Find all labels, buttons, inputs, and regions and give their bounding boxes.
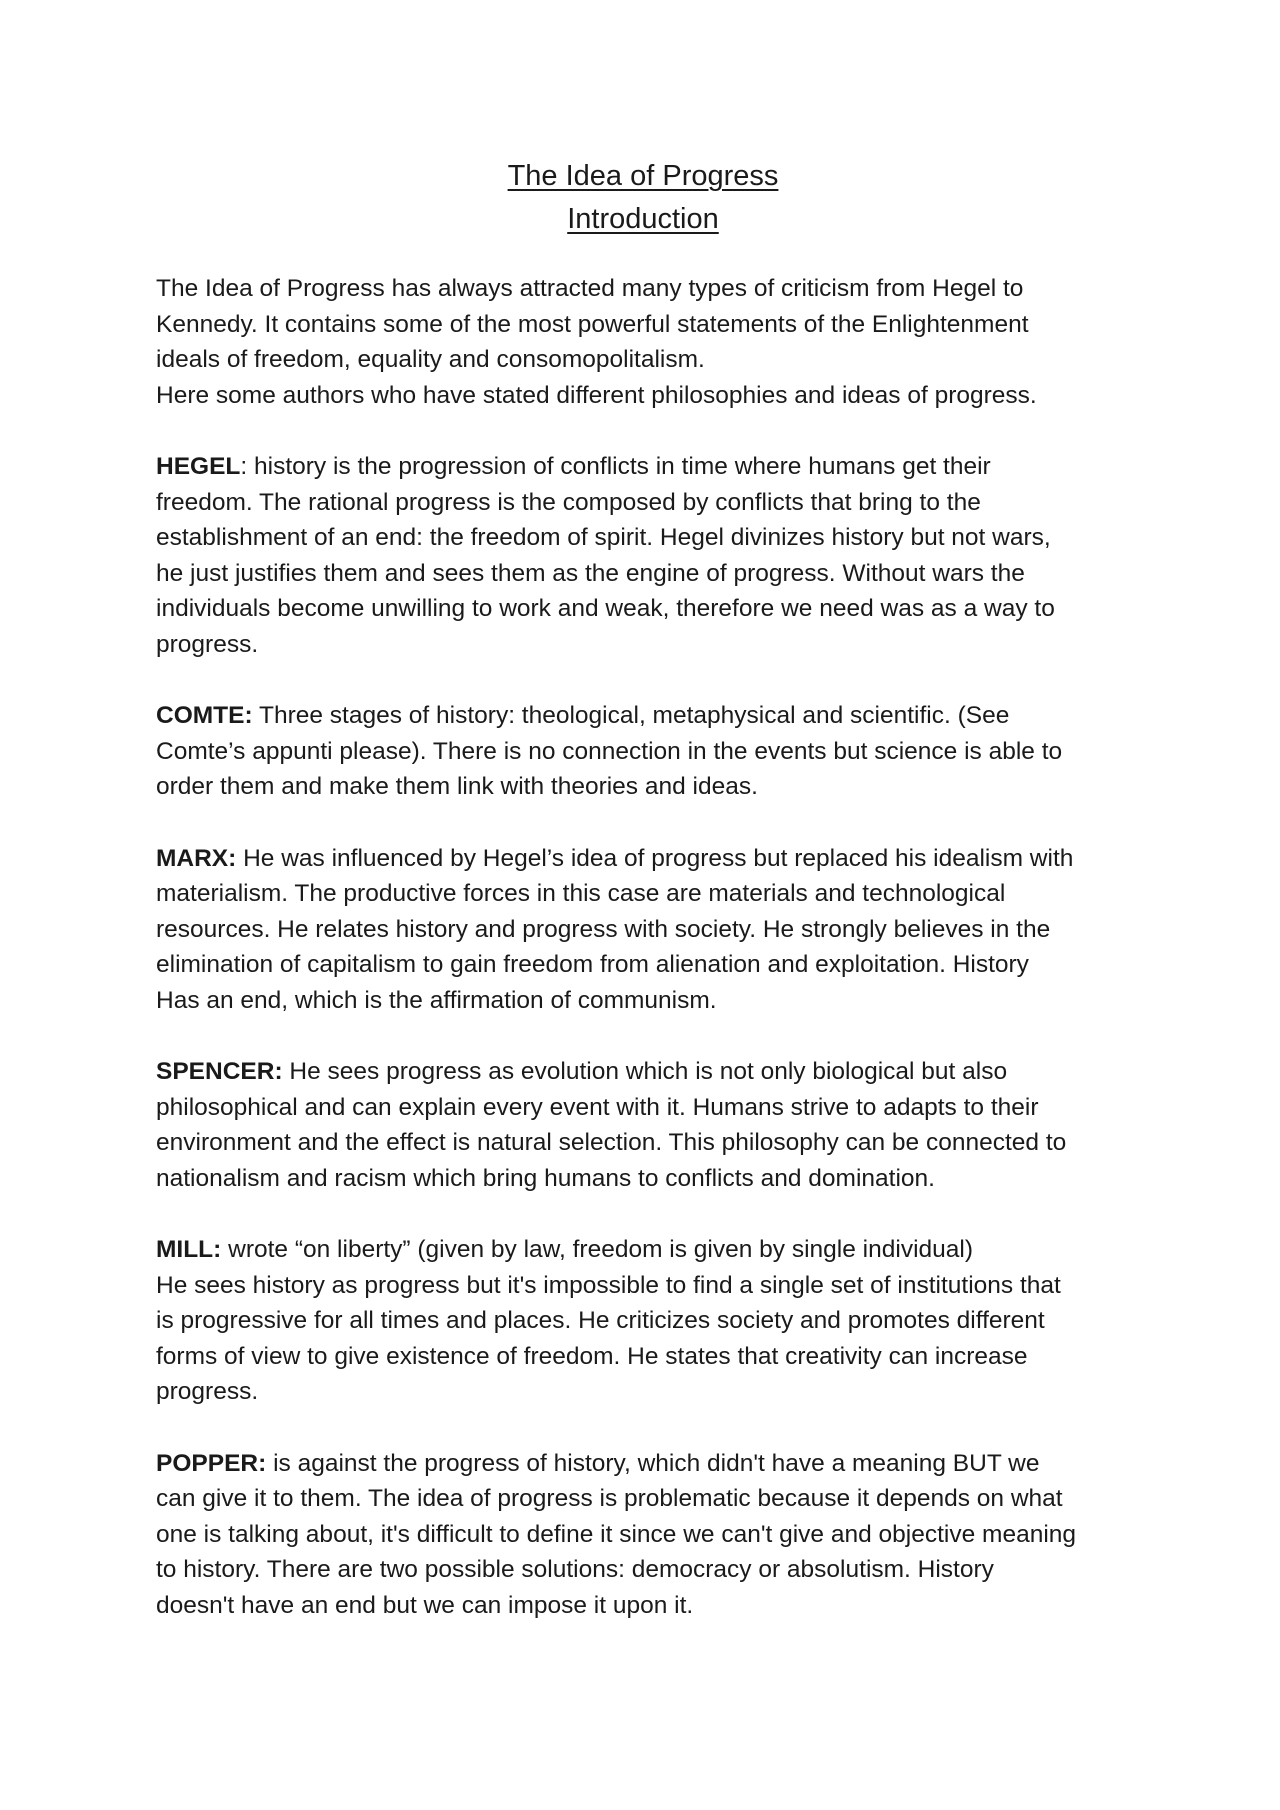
document-subtitle: Introduction (567, 203, 719, 235)
section-first-line (156, 1446, 1130, 1482)
section-first-line (156, 698, 1130, 734)
section-first-text: wrote “on liberty” (given by law, freedom is given by single individual) (221, 1236, 973, 1264)
section-line: individuals become unwilling to work and weak, therefore we need was as a way to (156, 595, 1055, 623)
section-line: He sees history as progress but it's impossible to find a single set of institutions that (156, 1271, 1061, 1299)
section-line: to history. There are two possible solutions: democracy or absolutism. History (156, 1556, 994, 1584)
section-line: Has an end, which is the affirmation of communism. (156, 986, 717, 1014)
section-popper (156, 1446, 1130, 1624)
section-line: Comte’s appunti please). There is no connection in the events but science is able to (156, 737, 1063, 765)
section-line: doesn't have an end but we can impose it upon it. (156, 1591, 694, 1619)
section-first-text: Three stages of history: theological, metaphysical and scientific. (See (252, 702, 1010, 730)
section-first-line (156, 1232, 1130, 1268)
section-comte (156, 698, 1130, 805)
section-line: can give it to them. The idea of progress is problematic because it depends on what (156, 1485, 1063, 1513)
section-first-line (156, 1054, 1130, 1090)
section-marx (156, 841, 1130, 1019)
section-line: order them and make them link with theories and ideas. (156, 773, 758, 801)
section-line: forms of view to give existence of freedom. He states that creativity can increase (156, 1342, 1028, 1370)
section-first-text: He sees progress as evolution which is not only biological but also (282, 1058, 1008, 1086)
section-first-text: He was influenced by Hegel’s idea of progress but replaced his idealism with (236, 844, 1074, 872)
section-first-text: : history is the progression of conflicts in time where humans get their (240, 452, 991, 480)
document-title: The Idea of Progress (507, 160, 779, 192)
section-line: philosophical and can explain every event with it. Humans strive to adapts to their (156, 1093, 1039, 1121)
section-line: he just justifies them and sees them as the engine of progress. Without wars the (156, 559, 1025, 587)
author-name: MILL: (156, 1236, 222, 1264)
intro-line: Here some authors who have stated different philosophies and ideas of progress. (156, 381, 1037, 409)
section-first-text: is against the progress of history, which didn't have a meaning BUT we (266, 1449, 1040, 1477)
author-name: SPENCER: (156, 1058, 283, 1086)
intro-line: Kennedy. It contains some of the most powerful statements of the Enlightenment (156, 310, 1029, 338)
section-first-line (156, 449, 1130, 485)
section-line: one is talking about, it's difficult to define it since we can't give and objective meaning (156, 1520, 1077, 1548)
section-line: environment and the effect is natural selection. This philosophy can be connected to (156, 1129, 1067, 1157)
section-first-line (156, 841, 1130, 877)
title-block (156, 155, 1130, 241)
author-name: HEGEL (156, 452, 241, 480)
section-line: nationalism and racism which bring humans to conflicts and domination. (156, 1164, 935, 1192)
section-line: establishment of an end: the freedom of spirit. Hegel divinizes history but not wars, (156, 524, 1051, 552)
section-hegel (156, 449, 1130, 663)
intro-paragraph (156, 271, 1130, 413)
section-line: materialism. The productive forces in this case are materials and technological (156, 880, 1006, 908)
intro-line: The Idea of Progress has always attracted many types of criticism from Hegel to (156, 275, 1024, 302)
section-line: elimination of capitalism to gain freedom from alienation and exploitation. History (156, 951, 1029, 979)
section-line: is progressive for all times and places. He criticizes society and promotes different (156, 1307, 1045, 1335)
author-name: COMTE: (156, 702, 253, 730)
section-line: progress. (156, 1378, 259, 1406)
author-name: POPPER: (156, 1449, 267, 1477)
section-line: progress. (156, 630, 259, 658)
intro-line: ideals of freedom, equality and consomopolitalism. (156, 346, 705, 374)
section-mill (156, 1232, 1130, 1410)
section-line: freedom. The rational progress is the composed by conflicts that bring to the (156, 488, 981, 516)
section-spencer (156, 1054, 1130, 1196)
section-line: resources. He relates history and progress with society. He strongly believes in the (156, 915, 1051, 943)
author-name: MARX: (156, 844, 237, 872)
